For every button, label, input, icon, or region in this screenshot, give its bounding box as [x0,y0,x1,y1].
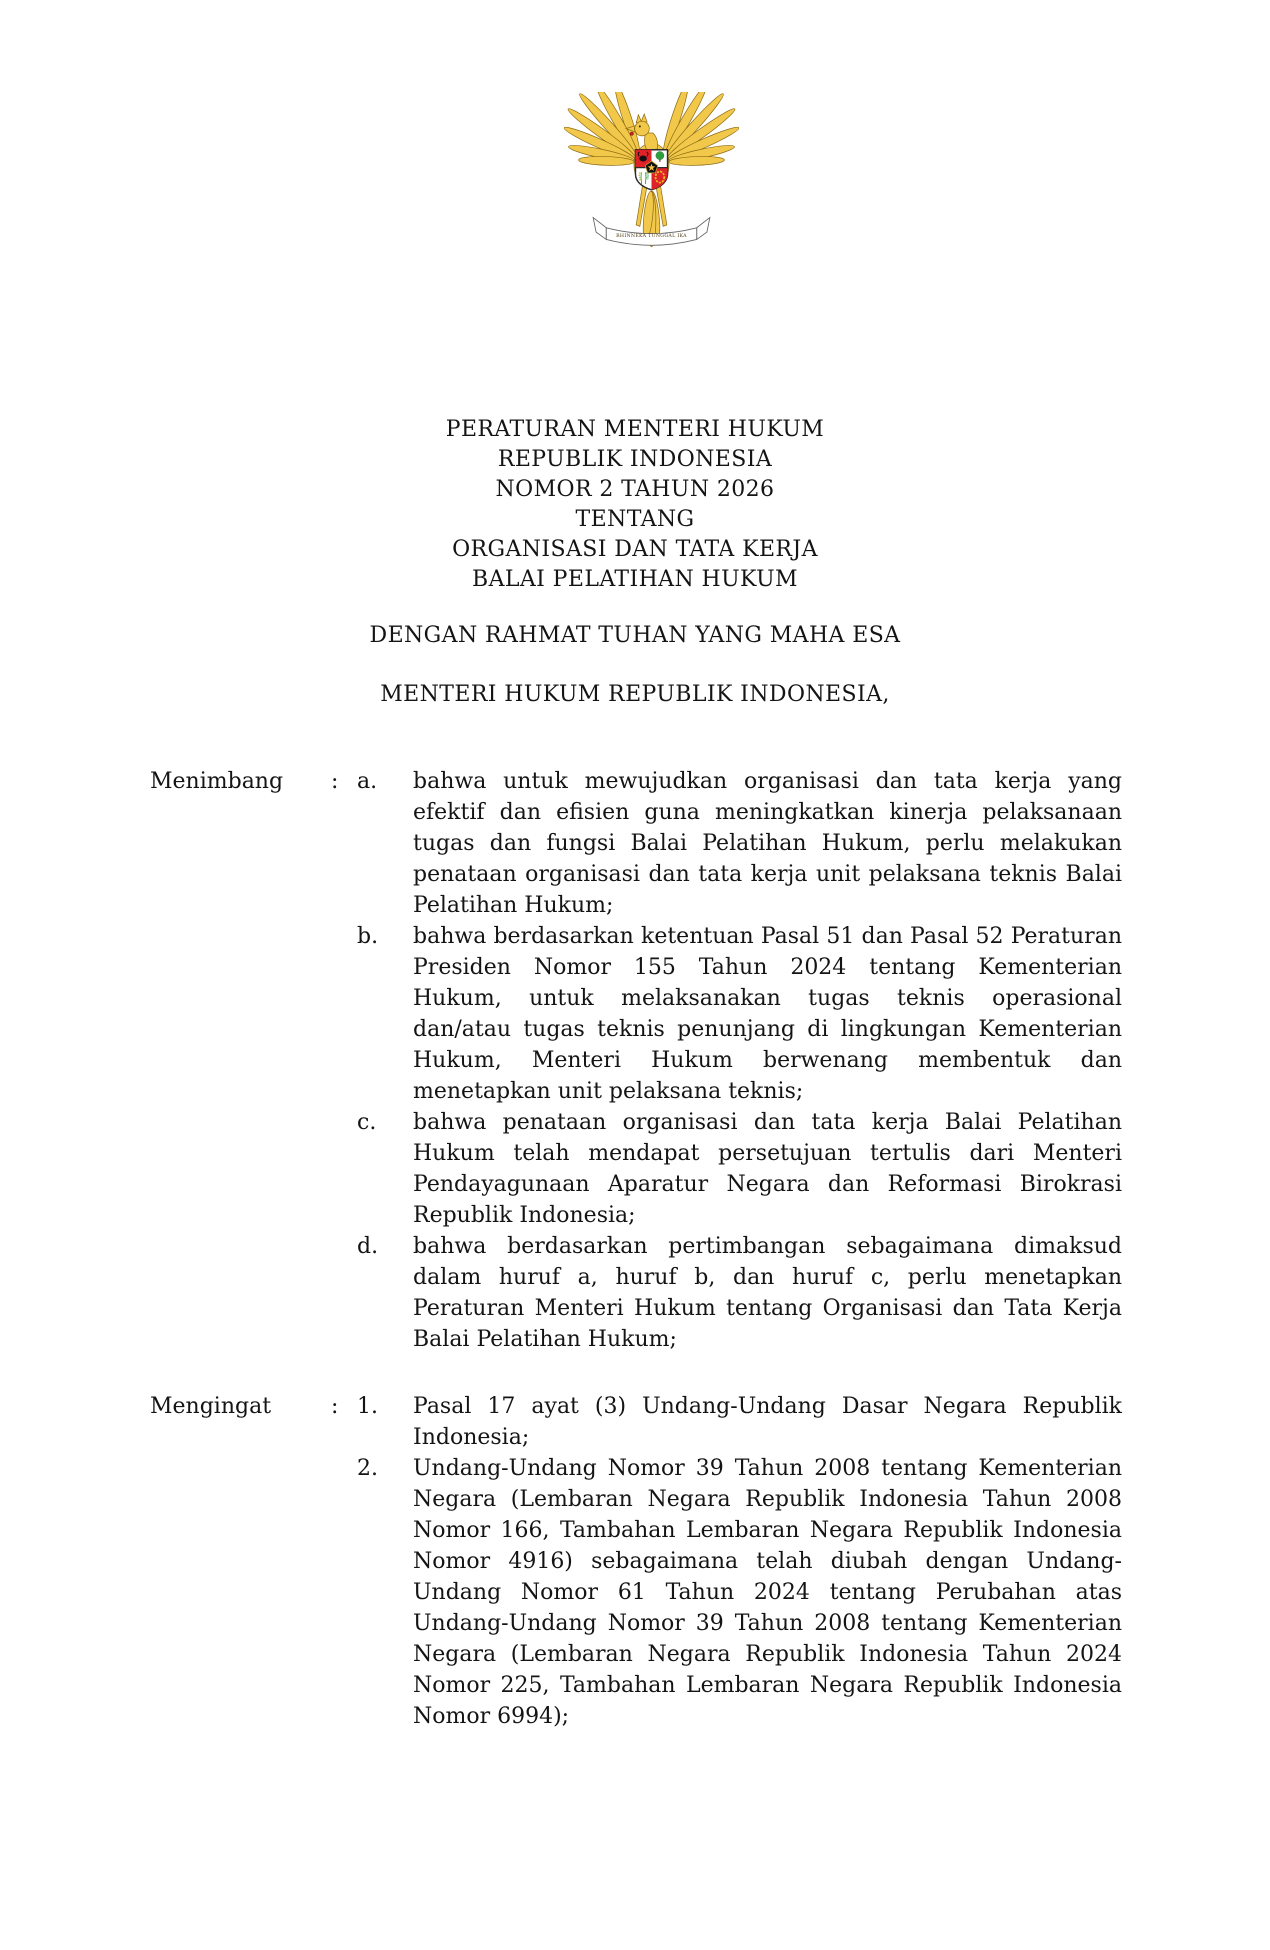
item-marker: b. [357,924,379,949]
pancasila-shield [635,150,667,190]
preamble-sections [0,766,1270,1732]
clause-row [0,1107,1270,1231]
garuda-pancasila-emblem [0,0,1270,260]
section-label [150,921,331,1107]
clause-row [0,1391,1270,1453]
item-marker: c. [357,1110,377,1135]
invocation-line: DENGAN RAHMAT TUHAN YANG MAHA ESA [369,623,901,648]
title-line-3: NOMOR 2 TAHUN 2026 [495,477,775,502]
section-label: Mengingat [150,1394,272,1419]
clause-row [0,921,1270,1107]
garuda-pancasila-icon [564,92,739,260]
section-colon [331,1107,357,1231]
section-mengingat [0,1391,1270,1732]
item-marker: a. [357,769,378,794]
section-colon [331,921,357,1107]
section-colon [331,1231,357,1355]
authority-line: MENTERI HUKUM REPUBLIK INDONESIA, [380,682,890,707]
clause-row [0,1453,1270,1732]
item-text: bahwa penataan organisasi dan tata kerja Balai Pelatihan Hukum telah mendapat persetujuan tertulis dari Menteri Pendayagunaan Aparatur Negara dan Reformasi Birokrasi Republik Indonesia; [413,1110,1122,1228]
section-colon: : [331,769,339,794]
section-label: Menimbang [150,769,284,794]
title-line-2: REPUBLIK INDONESIA [497,447,773,472]
section-label [150,1231,331,1355]
document-title [0,415,1270,595]
clause-row [0,766,1270,921]
garuda-head [634,121,649,136]
item-text: Pasal 17 ayat (3) Undang-Undang Dasar Negara Republik Indonesia; [413,1394,1122,1450]
item-text: bahwa berdasarkan ketentuan Pasal 51 dan Pasal 52 Peraturan Presiden Nomor 155 Tahun 2024 tentang Kementerian Hukum, untuk melaksanakan tugas teknis operasional dan/atau tugas teknis penunjang di lingkungan Kementerian Hukum, Menteri Hukum berwenang membentuk dan menetapkan unit pelaksana teknis; [413,924,1122,1104]
section-colon: : [331,1394,339,1419]
section-label [150,1107,331,1231]
garuda-right-wing [659,92,738,166]
title-line-6: BALAI PELATIHAN HUKUM [472,567,798,592]
section-colon [331,1453,357,1732]
item-text: bahwa untuk mewujudkan organisasi dan tata kerja yang efektif dan efisien guna meningkatkan kinerja pelaksanaan tugas dan fungsi Balai Pelatihan Hukum, perlu melakukan penataan organisasi dan tata kerja unit pelaksana teknis Balai Pelatihan Hukum; [413,769,1122,918]
garuda-wattle [630,132,634,136]
motto-text: BHINNEKA TUNGGAL IKA [615,234,687,240]
clause-row [0,1231,1270,1355]
title-line-5: ORGANISASI DAN TATA KERJA [452,537,818,562]
title-line-1: PERATURAN MENTERI HUKUM [445,417,825,442]
title-line-4: TENTANG [575,507,695,532]
item-text: Undang-Undang Nomor 39 Tahun 2008 tentang Kementerian Negara (Lembaran Negara Republik Indonesia Tahun 2008 Nomor 166, Tambahan Lembaran Negara Republik Indonesia Nomor 4916) sebagaimana telah diubah dengan Undang-Undang Nomor 61 Tahun 2024 tentang Perubahan atas Undang-Undang Nomor 39 Tahun 2008 tentang Kementerian Negara (Lembaran Negara Republik Indonesia Tahun 2024 Nomor 225, Tambahan Lembaran Negara Republik Indonesia Nomor 6994); [413,1456,1122,1729]
item-marker: 1. [357,1394,378,1419]
section-label [150,1453,331,1732]
item-marker: d. [357,1234,379,1259]
section-menimbang [0,766,1270,1355]
item-text: bahwa berdasarkan pertimbangan sebagaimana dimaksud dalam huruf a, huruf b, dan huruf c, perlu menetapkan Peraturan Menteri Hukum tentang Organisasi dan Tata Kerja Balai Pelatihan Hukum; [413,1234,1122,1352]
item-marker: 2. [357,1456,378,1481]
garuda-neck [644,133,657,151]
garuda-eye [638,125,640,127]
